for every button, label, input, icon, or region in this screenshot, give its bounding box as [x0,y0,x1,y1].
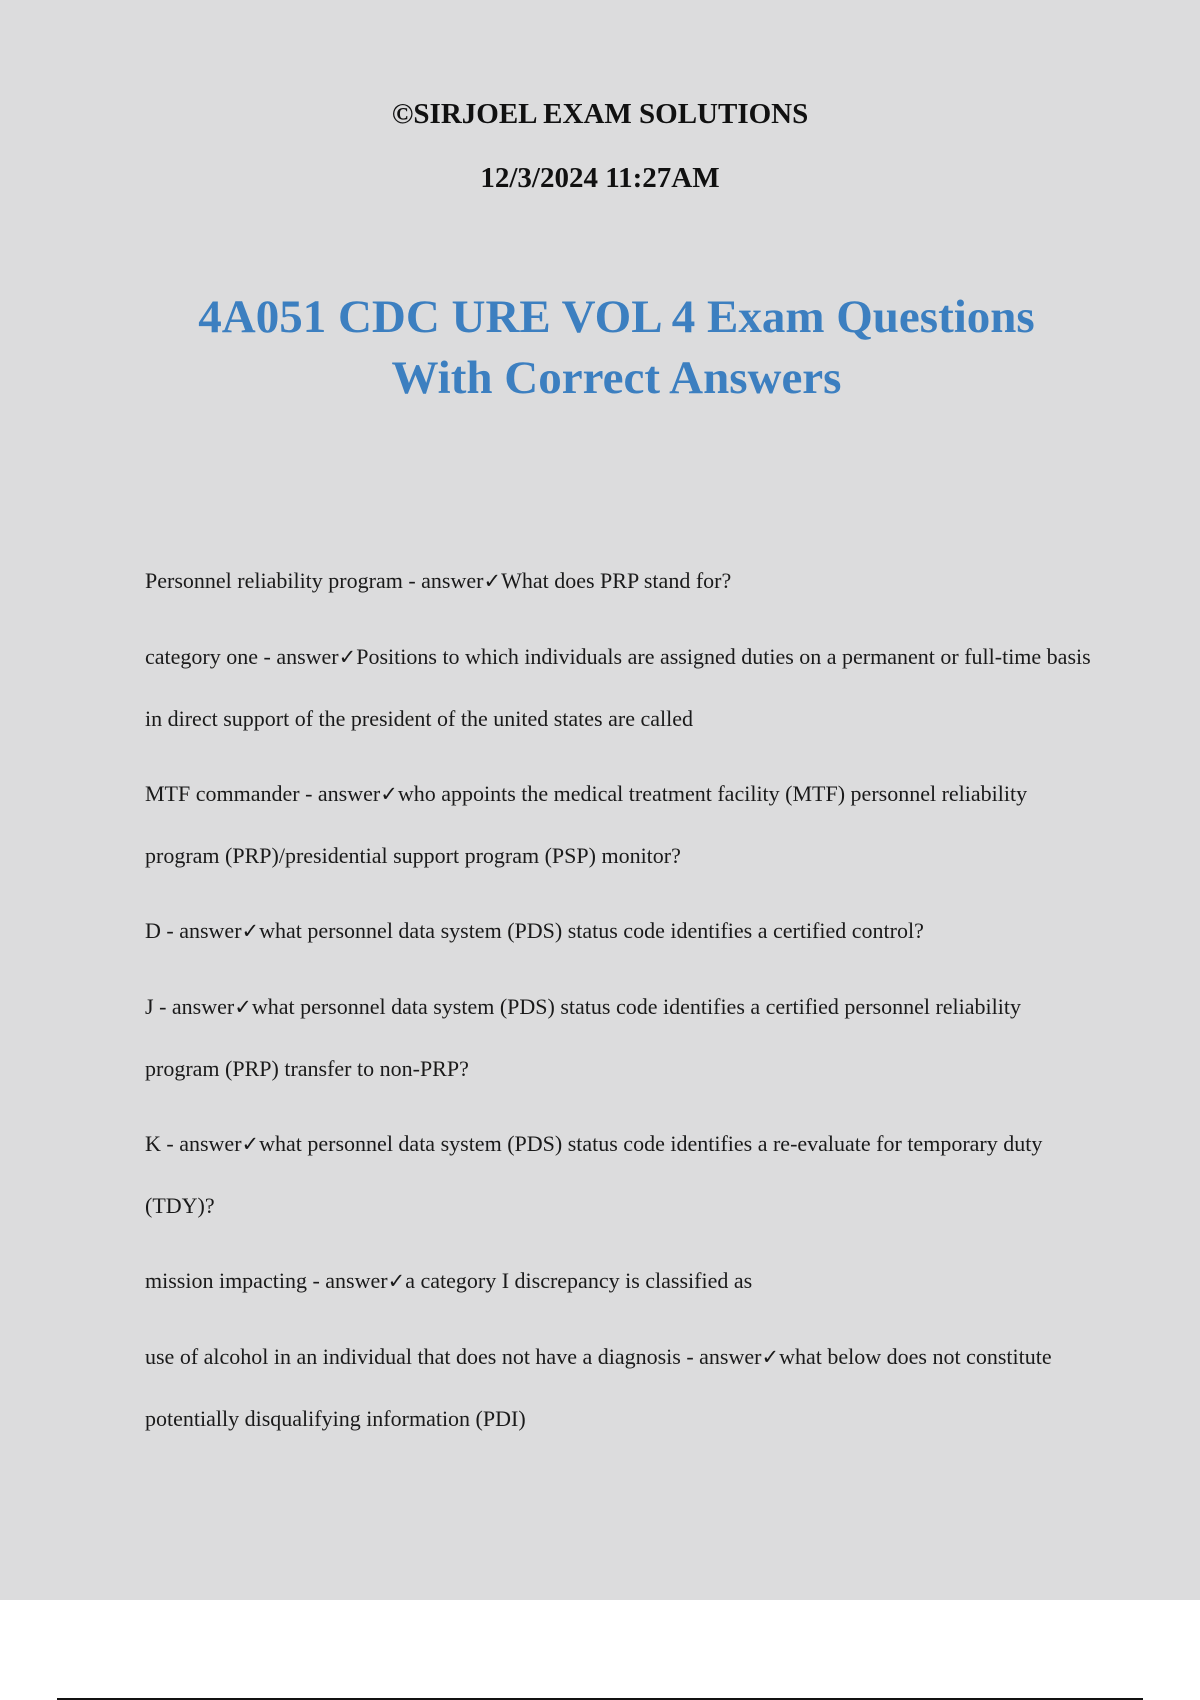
qa-question: what personnel data system (PDS) status code identifies a certified control? [259,918,924,943]
qa-separator: - answer [402,568,484,593]
qa-answer: use of alcohol in an individual that does not have a diagnosis [145,1344,681,1369]
checkmark-icon: ✓ [241,1132,260,1156]
title-line-2: With Correct Answers [391,352,842,404]
qa-separator: - answer [299,781,381,806]
checkmark-icon: ✓ [387,1269,406,1293]
qa-item [145,1250,1095,1312]
qa-answer: mission impacting [145,1268,307,1293]
qa-item [145,976,1095,1099]
checkmark-icon: ✓ [380,782,398,806]
checkmark-icon: ✓ [241,919,260,943]
qa-answer: D [145,918,161,943]
qa-item [145,1113,1095,1236]
qa-item [145,550,1095,612]
qa-question: Positions to which individuals are assigned duties on a permanent or full-time basis in direct support of the president of the united states are called [145,644,1091,731]
organization-header: ©SIRJOEL EXAM SOLUTIONS [391,98,809,130]
qa-separator: - answer [153,994,235,1019]
qa-separator: - answer [160,918,242,943]
qa-item [145,626,1095,749]
checkmark-icon: ✓ [761,1345,780,1369]
qa-separator: - answer [306,1268,388,1293]
qa-question: what personnel data system (PDS) status code identifies a certified personnel reliability program (PRP) transfer to non-PRP? [145,994,1021,1081]
checkmark-icon: ✓ [234,995,252,1019]
qa-item [145,763,1095,886]
checkmark-icon: ✓ [338,645,357,669]
qa-answer: Personnel reliability program [145,568,403,593]
qa-separator: - answer [258,644,339,669]
qa-answer: MTF commander [145,781,300,806]
qa-separator: - answer [160,1131,242,1156]
qa-answer: K [145,1131,161,1156]
qa-item [145,900,1095,962]
document-title [0,287,1200,409]
qa-question: What does PRP stand for? [501,568,732,593]
qa-answer: category one [145,644,258,669]
qa-item [145,1326,1095,1449]
checkmark-icon: ✓ [483,569,502,593]
timestamp-header: 12/3/2024 11:27AM [480,162,720,194]
qa-separator: - answer [680,1344,762,1369]
qa-question: a category I discrepancy is classified as [405,1268,753,1293]
qa-question: what below does not constitute potentially disqualifying information (PDI) [145,1344,1052,1431]
qa-question: who appoints the medical treatment facility (MTF) personnel reliability program (PRP)/presidential support program (PSP) monitor? [145,781,1028,868]
title-line-1: 4A051 CDC URE VOL 4 Exam Questions [198,291,1035,343]
qa-question: what personnel data system (PDS) status code identifies a re-evaluate for temporary duty (TDY)? [145,1131,1043,1218]
qa-answer: J [145,994,154,1019]
qa-list [145,550,1095,1463]
